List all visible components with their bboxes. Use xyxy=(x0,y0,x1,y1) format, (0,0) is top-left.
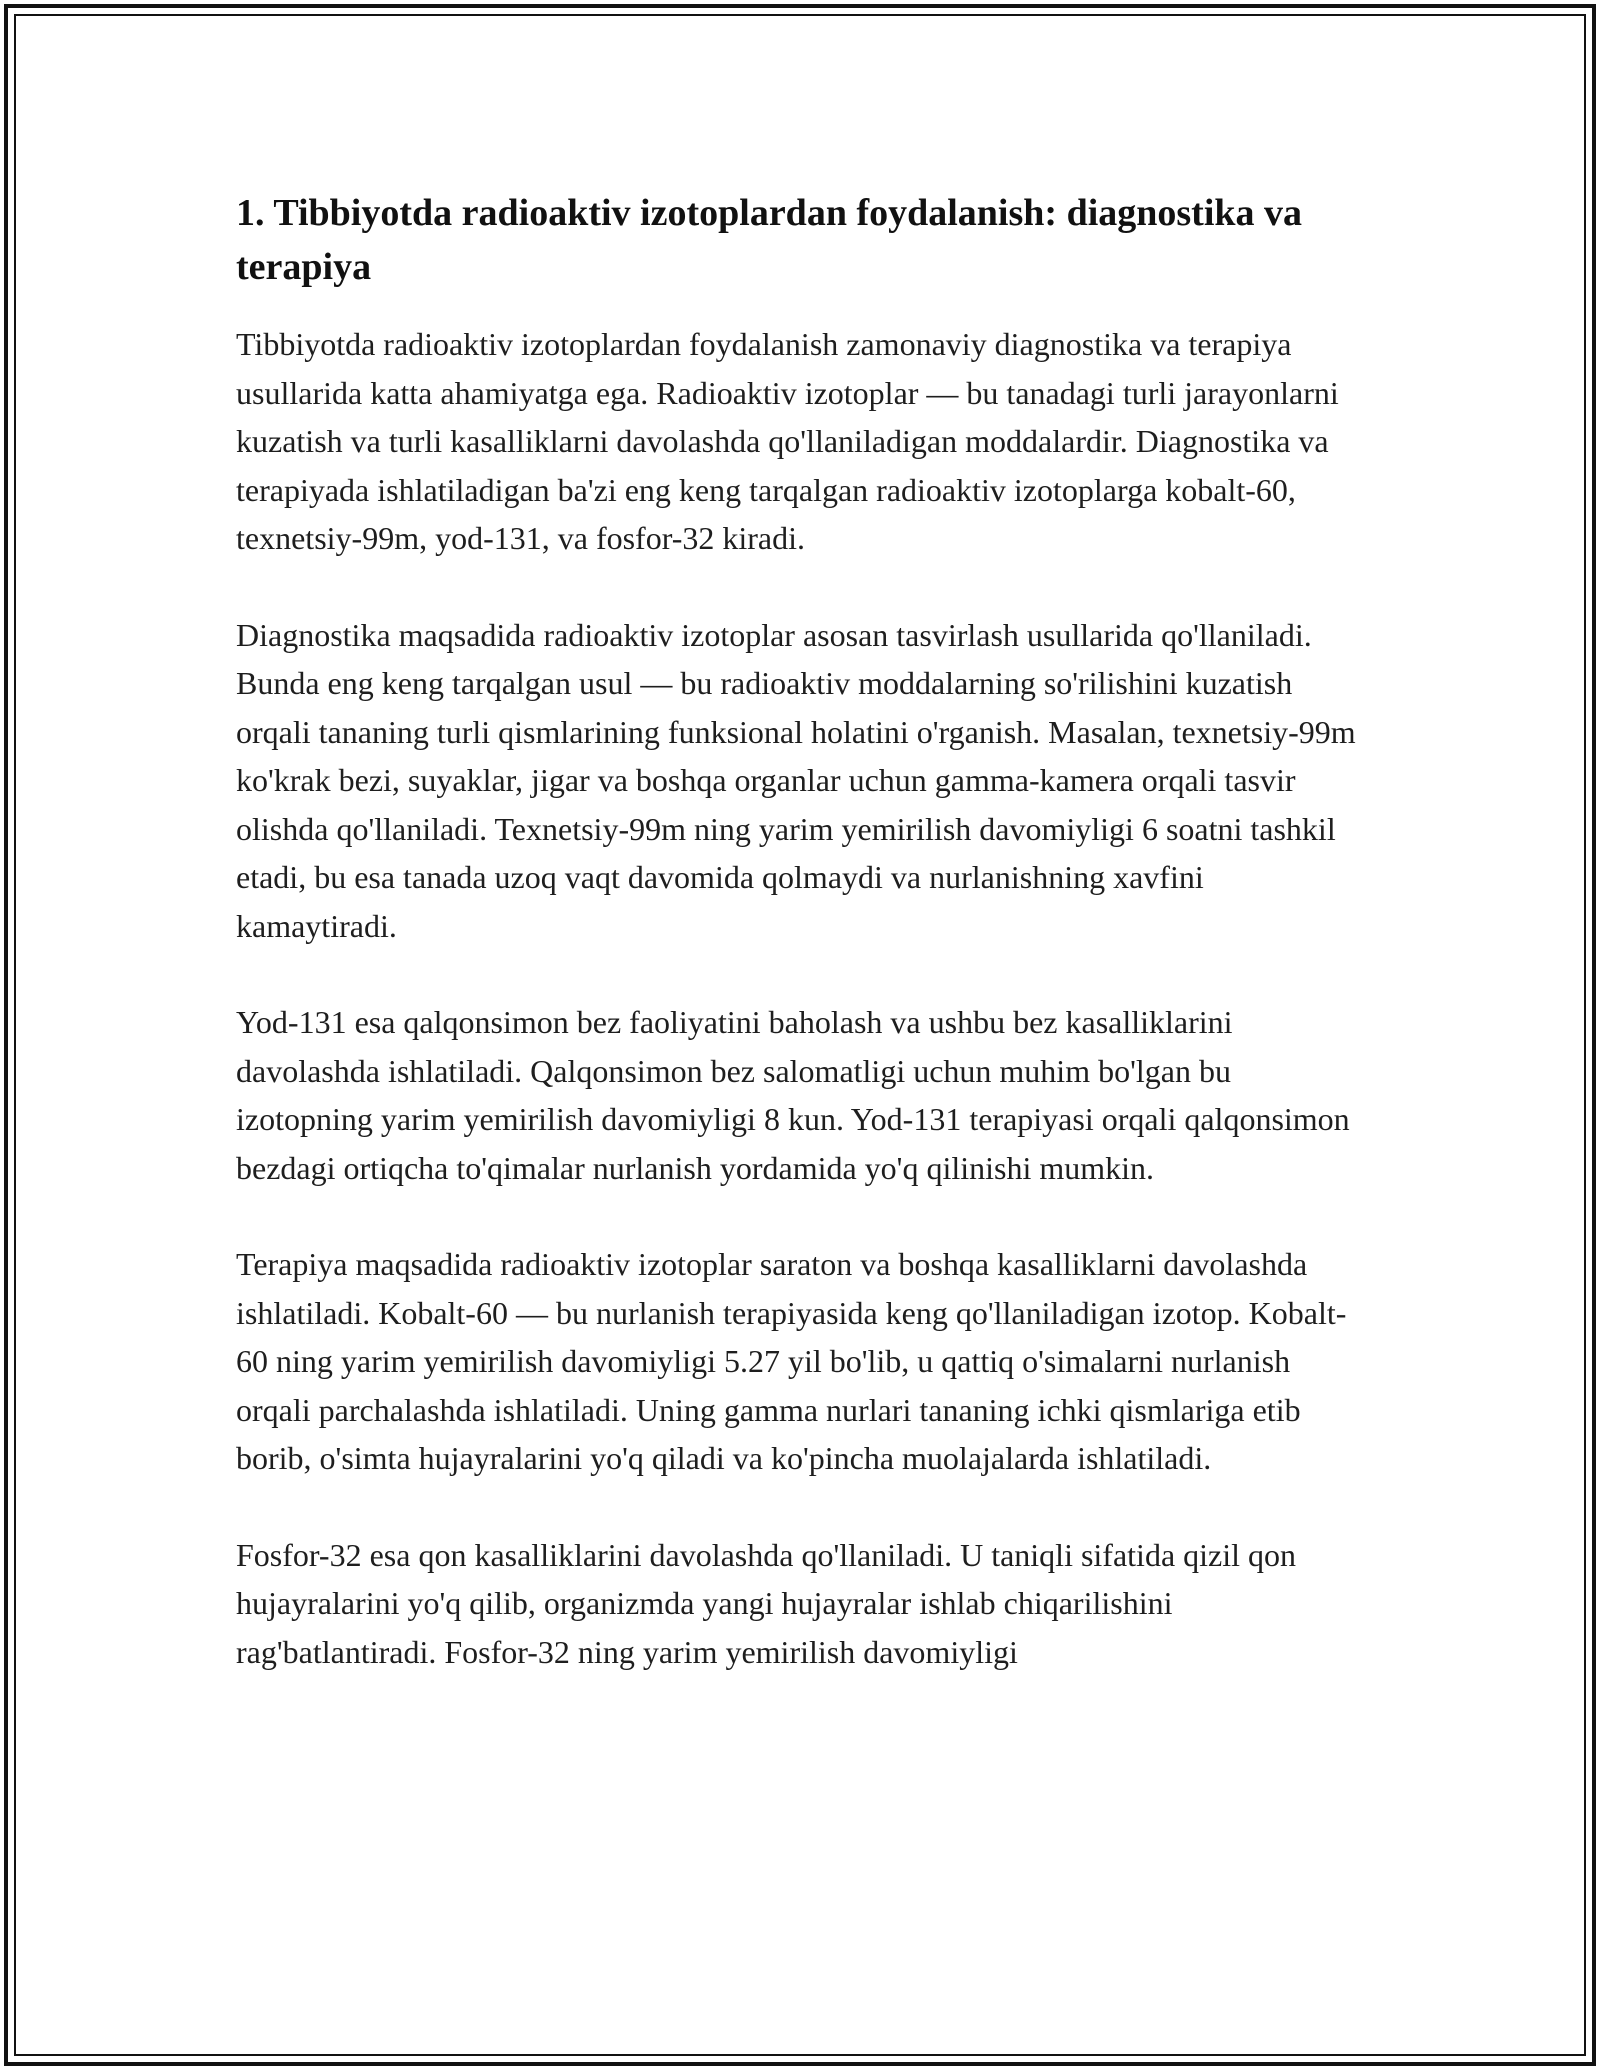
section-heading: 1. Tibbiyotda radioaktiv izotoplardan foydalanish: diagnostika va terapiya xyxy=(236,192,1303,288)
paragraph-intro: Tibbiyotda radioaktiv izotoplardan foydalanish zamonaviy diagnostika va terapiya usullarida katta ahamiyatga ega. Radioaktiv izotoplar — bu tanadagi turli jarayonlarni kuzatish va turli kasalliklarni davolashda qo'llaniladigan moddalardir. Diagnostika va terapiyada ishlatiladigan ba'zi eng keng tarqalgan radioaktiv izotoplarga kobalt-60, texnetsiy-99m, yod-131, va fosfor-32 kiradi. xyxy=(236,326,1339,556)
document-body xyxy=(236,186,1366,1724)
paragraph-iodine: Yod-131 esa qalqonsimon bez faoliyatini baholash va ushbu bez kasalliklarini davolashda ishlatiladi. Qalqonsimon bez salomatligi uchun muhim bo'lgan bu izotopning yarim yemirilish davomiyligi 8 kun. Yod-131 terapiyasi orqali qalqonsimon bezdagi ortiqcha to'qimalar nurlanish yordamida yo'q qilinishi mumkin. xyxy=(236,1004,1350,1186)
paragraph-diagnostics: Diagnostika maqsadida radioaktiv izotoplar asosan tasvirlash usullarida qo'llaniladi. Bunda eng keng tarqalgan usul — bu radioaktiv moddalarning so'rilishini kuzatish orqali tananing turli qismlarining funksional holatini o'rganish. Masalan, texnetsiy-99m ko'krak bezi, suyaklar, jigar va boshqa organlar uchun gamma-kamera orqali tasvir olishda qo'llaniladi. Texnetsiy-99m ning yarim yemirilish davomiyligi 6 soatni tashkil etadi, bu esa tanada uzoq vaqt davomida qolmaydi va nurlanishning xavfini kamaytiradi. xyxy=(236,616,1356,944)
paragraph-therapy: Terapiya maqsadida radioaktiv izotoplar saraton va boshqa kasalliklarni davolashda ishlatiladi. Kobalt-60 — bu nurlanish terapiyasida keng qo'llaniladigan izotop. Kobalt-60 ning yarim yemirilish davomiyligi 5.27 yil bo'lib, u qattiq o'simalarni nurlanish orqali parchalashda ishlatiladi. Uning gamma nurlari tananing ichki qismlariga etib borib, o'simta hujayralarini yo'q qiladi va ko'pincha muolajalarda ishlatiladi. xyxy=(236,1246,1347,1476)
paragraph-phosphorus: Fosfor-32 esa qon kasalliklarini davolashda qo'llaniladi. U taniqli sifatida qizil qon hujayralarini yo'q qilib, organizmda yangi hujayralar ishlab chiqarilishini rag'batlantiradi. Fosfor-32 ning yarim yemirilish davomiyligi xyxy=(236,1536,1297,1670)
